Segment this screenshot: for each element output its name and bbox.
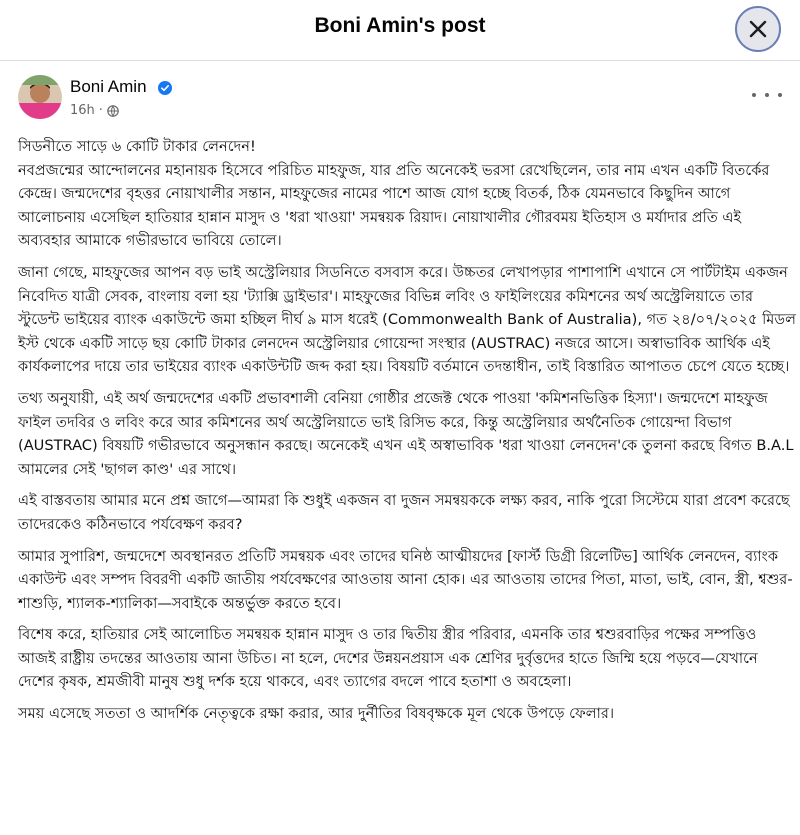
post-paragraph: তথ্য অনুযায়ী, এই অর্থ জন্মদেশের একটি প্রভাবশালী বেনিয়া গোষ্ঠীর প্রজেক্ট থেকে পাওয়া 'কমিশনভিত্তিক হিস্যা'। জন্মদেশে মাহফুজ ফাইল তদবির ও লবিং করে আর কমিশনের অর্থ অস্ট্রেলিয়াতে ভাই রিসিভ করে, কিন্তু অস্ট্রেলিয়ার অর্থনৈতিক গোয়েন্দা বিভাগ (AUSTRAC) বিষয়টি গভীরভাবে অনুসন্ধান করছে। অনেকেই এখন এই অস্বাভাবিক 'ধরা খাওয়া লেনদেন'কে তুলনা করছে বিগত B.A.L আমলের সেই 'ছাগল কাণ্ড' এর সাথে।	[18, 389, 794, 478]
post-card	[8, 61, 800, 835]
more-options-button[interactable]	[752, 85, 782, 105]
verified-badge-icon	[158, 81, 172, 95]
dialog-title: Boni Amin's post	[314, 14, 486, 37]
avatar[interactable]	[18, 75, 62, 119]
post-meta	[70, 103, 119, 118]
post-paragraph: এই বাস্তবতায় আমার মনে প্রশ্ন জাগে—আমরা কি শুধুই একজন বা দুজন সমন্বয়ককে লক্ষ্য করব, নাকি পুরো সিস্টেমে যারা প্রবেশ করেছে তাদেরকেও কঠিনভাবে পর্যবেক্ষণ করব?	[18, 492, 790, 533]
post-paragraph: সময় এসেছে সততা ও আদর্শিক নেতৃত্বকে রক্ষা করার, আর দুর্নীতির বিষবৃক্ষকে মূল থেকে উপড়ে ফেলার।	[18, 705, 615, 723]
close-button[interactable]	[735, 6, 781, 52]
more-options-icon	[752, 93, 756, 97]
post-time[interactable]: 16h	[70, 103, 95, 118]
globe-icon	[107, 105, 119, 117]
post-dialog-header	[0, 0, 800, 61]
post-paragraph: বিশেষ করে, হাতিয়ার সেই আলোচিত সমন্বয়ক হান্নান মাসুদ ও তার দ্বিতীয় স্ত্রীর পরিবার, এমনকি তার শ্বশুরবাড়ির পক্ষের সম্পত্তিও আজই রাষ্ট্রীয় তদন্তের আওতায় আনা উচিত। না হলে, দেশের উন্নয়নপ্রয়াস এক শ্রেণির দুর্বৃত্তদের হাতে জিম্মি হয়ে পড়বে—যেখানে দেশের কৃষক, শ্রমজীবী মানুষ শুধু দর্শক হয়ে থাকবে, এবং ত্যাগের বদলে পাবে হতাশা ও অবহেলা।	[18, 626, 758, 691]
meta-separator: ·	[98, 103, 103, 118]
post-paragraph: আমার সুপারিশ, জন্মদেশে অবস্থানরত প্রতিটি সমন্বয়ক এবং তাদের ঘনিষ্ঠ আত্মীয়দের [ফার্স্ট ডিগ্রী রিলেটিভ] আর্থিক লেনদেন, ব্যাংক একাউন্ট এবং সম্পদ বিবরণী একটি জাতীয় পর্যবেক্ষণের আওতায় আনা হোক। এর আওতায় তাদের পিতা, মাতা, ভাই, বোন, স্ত্রী, শ্বশুর-শাশুড়ি, শ্যালক-শ্যালিকা—সবাইকে অন্তর্ভুক্ত করতে হবে।	[18, 547, 793, 612]
post-text	[18, 135, 798, 734]
author-name[interactable]: Boni Amin	[70, 77, 147, 96]
post-paragraph: সিডনীতে সাড়ে ৬ কোটি টাকার লেনদেন! নবপ্রজন্মের আন্দোলনের মহানায়ক হিসেবে পরিচিত মাহফুজ, যার প্রতি অনেকেই ভরসা রেখেছিলেন, তার নাম এখন একটি বিতর্কের কেন্দ্রে। জন্মদেশের বৃহত্তর নোয়াখালীর সন্তান, মাহফুজের নামের পাশে আজ যোগ হচ্ছে বিতর্ক, ঠিক যেমনভাবে কিছুদিন আগে আলোচনায় এসেছিল হাতিয়ার হান্নান মাসুদ ও 'ধরা খাওয়া' সমন্বয়ক রিয়াদ। নোয়াখালীর গৌরবময় ইতিহাস ও মর্যাদার প্রতি এই অব্যবহার আমাকে গভীরভাবে ভাবিয়ে তোলে।	[18, 138, 770, 250]
post-paragraph: জানা গেছে, মাহফুজের আপন বড় ভাই অস্ট্রেলিয়ার সিডনিতে বসবাস করে। উচ্চতর লেখাপড়ার পাশাপাশি এখানে সে পার্টটাইম একজন নিবেদিত যাত্রী সেবক, বাংলায় বলা হয় 'ট্যাক্সি ড্রাইভার'। মাহফুজের বিভিন্ন লবিং ও ফাইলিংয়ের কমিশনের অর্থ অস্ট্রেলিয়াতে তার স্টুডেন্ট ভাইয়ের ব্যাংক একাউন্টে জমা হচ্ছিল দীর্ঘ ৯ মাস ধরেই (Commonwealth Bank of Australia), গত ২৪/০৭/২০২৫ মিডল ইস্ট থেকে একটি সাড়ে ছয় কোটি টাকার লেনদেন অস্ট্রেলিয়ার গোয়েন্দা সংস্থার (AUSTRAC) নজরে আসে। অস্বাভাবিক আর্থিক এই কার্যকলাপের দায়ে তার ভাইয়ের ব্যাংক একাউন্টটি জব্দ করা হয়। বিষয়টি বর্তমানে তদন্তাধীন, তাই বিস্তারিত আপাতত চেপে যেতে হচ্ছে।	[18, 263, 796, 376]
close-icon	[748, 19, 768, 39]
